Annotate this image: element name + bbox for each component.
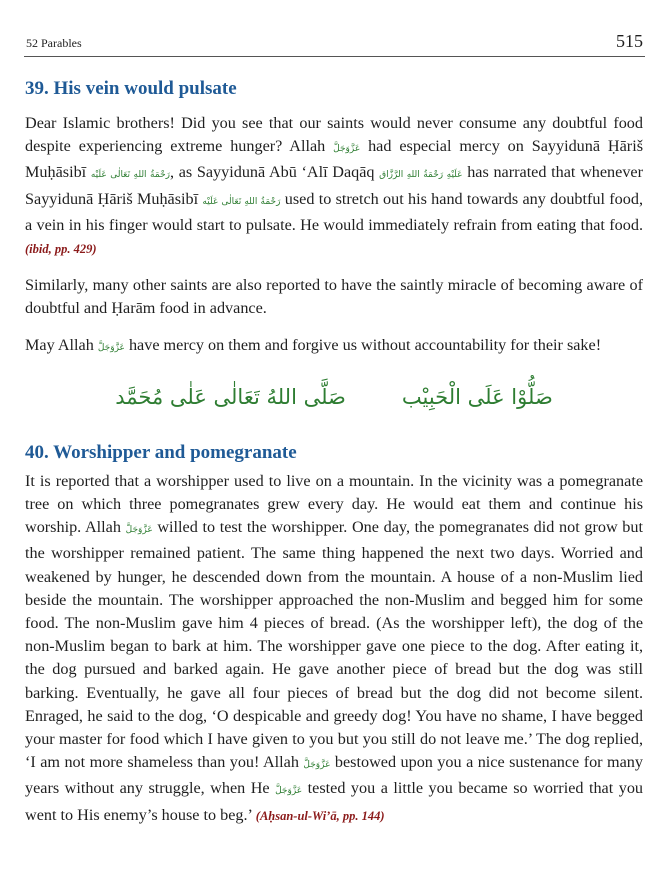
honorific: عَزَّوَجَلَّ bbox=[97, 342, 125, 353]
page-number: 515 bbox=[616, 31, 643, 51]
salat-calligraphy bbox=[25, 360, 643, 434]
page-content bbox=[25, 76, 643, 828]
honorific: عَزَّوَجَلَّ bbox=[303, 760, 331, 771]
book-title: 52 Parables bbox=[26, 36, 82, 50]
section39-paragraph-2: Similarly, many other saints are also reported to have the saintly miracle of becoming aware of doubtful and Ḥarām food in advance. bbox=[25, 276, 643, 318]
honorific: عَزَّوَجَلَّ bbox=[333, 144, 361, 155]
honorific: رَحْمَةُ اللهِ تَعَالٰی عَلَیْه bbox=[202, 196, 281, 207]
section39-paragraph-1 bbox=[25, 112, 643, 261]
honorific: عَزَّوَجَلَّ bbox=[125, 525, 153, 536]
text: have mercy on them and forgive us without accountability for their sake! bbox=[124, 335, 602, 354]
text: May Allah bbox=[25, 335, 98, 354]
text: , as Sayyidunā Abū ‘Alī Daqāq bbox=[169, 163, 380, 182]
section-heading-39: 39. His vein would pulsate bbox=[25, 78, 237, 99]
text: used to stretch out his hand towards any doubtful food, a vein in his finger would start to pulsate. He would immediately refrain from eating that food. bbox=[25, 189, 643, 234]
text: bestowed upon you a nice sustenance for many years without any struggle, when He bbox=[25, 753, 643, 798]
text: had especial mercy on Sayyidunā Ḥāriš Muḥāsibī bbox=[25, 137, 643, 182]
section-heading-40: 40. Worshipper and pomegranate bbox=[25, 441, 297, 463]
text: Dear Islamic brothers! Did you see that our saints would never consume any doubtful food despite experiencing extreme hunger? Allah bbox=[25, 114, 643, 156]
honorific: عَلَیْهِ رَحْمَةُ اللهِ الرَّزَّاق bbox=[379, 170, 463, 181]
page-header bbox=[24, 28, 645, 57]
section39-paragraph-3 bbox=[25, 334, 643, 360]
text: tested you a little you became so worried that you went to His enemy’s house to beg.’ bbox=[25, 779, 644, 824]
section40-paragraph-1 bbox=[25, 470, 643, 828]
text: It is reported that a worshipper used to live on a mountain. In the vicinity was a pomegranate tree on which three pomegranates grew every day. He would eat them and continue his worship. Allah bbox=[25, 471, 643, 537]
text: willed to test the worshipper. One day, the pomegranates did not grow but the worshipper remained patient. The same thing happened the next two days. Worried and weakened by hunger, he descended down from the mountain. A house of a non-Muslim lied beside the mountain. The worshipper approached the non-Muslim and begged him for some food. The non-Muslim gave him 4 pieces of bread. (As the worshipper left), the dog of the non-Muslim began to bark at him. The worshipper gave one piece to the dog. After eating it, the dog pursued and barked again. He gave another piece of bread but the dog was still barking. Eventually, he gave all four pieces of bread but the dog did not become silent. Enraged, he said to the dog, ‘O despicable and greedy dog! You have no shame, I have begged your master for food which I have given to you but you still do not leave me.’ The dog replied, ‘I am not more shameless than you! Allah bbox=[25, 518, 643, 772]
text: has narrated that whenever Sayyidunā Ḥāriš Muḥāsibī bbox=[25, 163, 643, 208]
citation: (ibid, pp. 429) bbox=[25, 242, 97, 257]
salat-left: صَلَّی اللهُ تَعَالٰی عَلٰی مُحَمَّد bbox=[115, 384, 346, 409]
honorific: رَحْمَةُ اللهِ تَعَالٰی عَلَیْه bbox=[90, 170, 170, 181]
salat-right: صَلُّوْا عَلَی الْحَبِیْب bbox=[401, 384, 553, 409]
citation: (Aḥsan-ul-Wi’ā, pp. 144) bbox=[255, 808, 385, 823]
honorific: عَزَّوَجَلَّ bbox=[275, 786, 303, 797]
